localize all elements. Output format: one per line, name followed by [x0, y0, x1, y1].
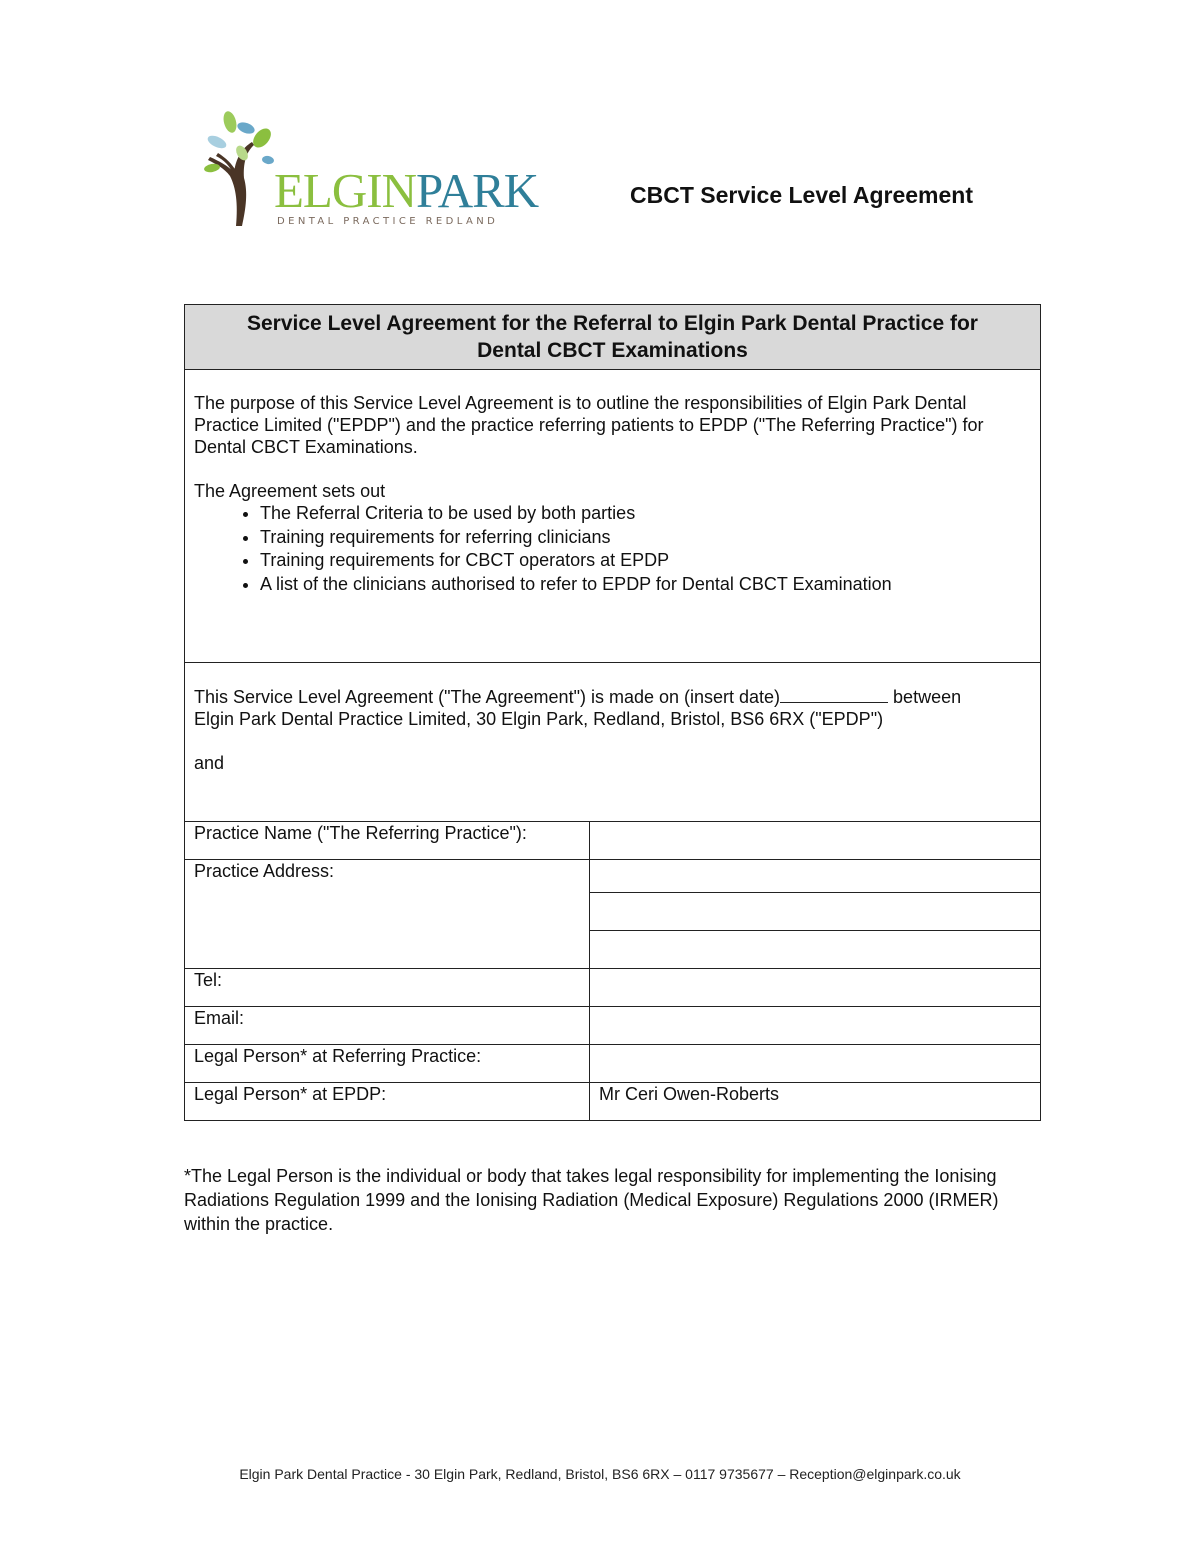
- practice-name-field[interactable]: [590, 822, 1041, 860]
- heading-line-2: Dental CBCT Examinations: [477, 339, 748, 362]
- epdp-party-text: Elgin Park Dental Practice Limited, 30 Elgin Park, Redland, Bristol, BS6 6RX ("EPDP"): [194, 709, 884, 729]
- made-on-text: This Service Level Agreement ("The Agreement") is made on (insert date): [194, 687, 781, 707]
- made-on-suffix: between: [888, 687, 962, 707]
- legal-person-referring-field[interactable]: [590, 1045, 1041, 1083]
- tree-icon: [202, 108, 282, 228]
- list-item: • The Referral Criteria to be used by both parties: [260, 502, 1028, 526]
- practice-address-line2-field[interactable]: [590, 893, 1041, 931]
- tel-field[interactable]: [590, 969, 1041, 1007]
- agreement-parties-section: [185, 663, 1041, 822]
- purpose-section: [185, 370, 1041, 663]
- legal-person-footnote: *The Legal Person is the individual or body that takes legal responsibility for implementing the Ionising Radiations Regulation 1999 and the Ionising Radiation (Medical Exposure) Regulations 2000 (IRMER) within the practice.: [184, 1166, 999, 1234]
- logo-subtitle: DENTAL PRACTICE REDLAND: [277, 216, 499, 227]
- sets-out-list: [194, 502, 1028, 596]
- list-item: • Training requirements for referring clinicians: [260, 526, 1028, 550]
- table-heading: [185, 305, 1041, 370]
- practice-address-line3-field[interactable]: [590, 931, 1041, 969]
- legal-person-epdp-value: Mr Ceri Owen-Roberts: [590, 1083, 1041, 1121]
- list-item: • A list of the clinicians authorised to refer to EPDP for Dental CBCT Examination: [260, 573, 1028, 597]
- legal-person-epdp-label: Legal Person* at EPDP:: [185, 1083, 590, 1121]
- and-text: and: [194, 753, 225, 773]
- practice-name-label: Practice Name ("The Referring Practice"):: [185, 822, 590, 860]
- document-title: CBCT Service Level Agreement: [630, 182, 974, 208]
- practice-address-line1-field[interactable]: [590, 860, 1041, 893]
- email-label: Email:: [185, 1007, 590, 1045]
- page-footer: Elgin Park Dental Practice - 30 Elgin Park, Redland, Bristol, BS6 6RX – 0117 9735677 – Reception@elginpark.co.uk: [239, 1466, 961, 1482]
- agreement-table: [184, 304, 1041, 1121]
- sets-out-intro: The Agreement sets out: [194, 481, 386, 501]
- elgin-park-logo: [202, 108, 539, 233]
- logo-wordmark: ELGINPARK: [274, 163, 539, 218]
- legal-person-referring-label: Legal Person* at Referring Practice:: [185, 1045, 590, 1083]
- practice-address-label: Practice Address:: [185, 860, 590, 969]
- date-blank-field[interactable]: [780, 685, 888, 703]
- heading-line-1: Service Level Agreement for the Referral to Elgin Park Dental Practice for: [247, 312, 978, 335]
- email-field[interactable]: [590, 1007, 1041, 1045]
- tel-label: Tel:: [185, 969, 590, 1007]
- purpose-text: The purpose of this Service Level Agreement is to outline the responsibilities of Elgin Park Dental Practice Limited ("EPDP") and the practice referring patients to EPDP ("The Referring Practice") for Dental CBCT Examinations.: [194, 393, 984, 457]
- list-item: • Training requirements for CBCT operators at EPDP: [260, 549, 1028, 573]
